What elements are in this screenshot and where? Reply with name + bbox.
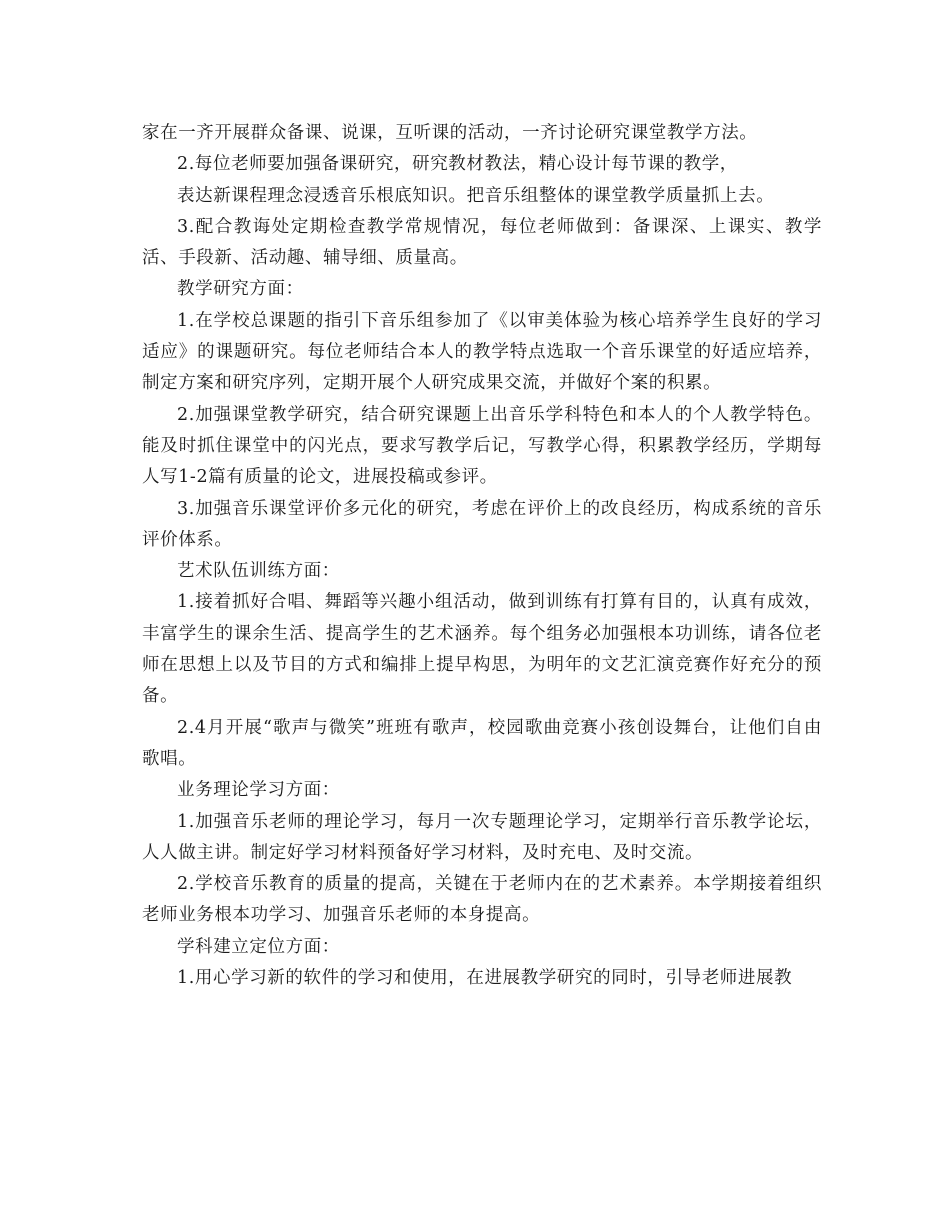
paragraph: 表达新课程理念浸透音乐根底知识。把音乐组整体的课堂教学质量抓上去。 xyxy=(177,185,775,206)
paragraph: 2.4月开展“歌声与微笑”班班有歌声，校园歌曲竞赛小孩创设舞台，让他们自由歌唱。 xyxy=(142,717,822,769)
section-heading: 教学研究方面： xyxy=(177,279,304,300)
paragraph: 1.加强音乐老师的理论学习，每月一次专题理论学习，定期举行音乐教学论坛，人人做主讲。制定好学习材料预备好学习材料，及时充电、及时交流。 xyxy=(142,811,822,863)
paragraph: 2.学校音乐教育的质量的提高，关键在于老师内在的艺术素养。本学期接着组织老师业务根本功学习、加强音乐老师的本身提高。 xyxy=(142,874,822,926)
paragraph: 3.配合教诲处定期检查教学常规情况，每位老师做到：备课深、上课实、教学活、手段新、活动趣、辅导细、质量高。 xyxy=(142,216,822,269)
paragraph: 2.每位老师要加强备课研究，研究教材教法，精心设计每节课的教学， xyxy=(177,154,738,175)
section-heading: 学科建立定位方面： xyxy=(177,936,340,957)
paragraph: 1.用心学习新的软件的学习和使用，在进展教学研究的同时，引导老师进展教 xyxy=(177,968,793,989)
paragraph: 2.加强课堂教学研究，结合研究课题上出音乐学科特色和本人的个人教学特色。能及时抓住课堂中的闪光点，要求写教学后记，写教学心得，积累教学经历，学期每人写1-2篇有质量的论文，进展投稿或参评。 xyxy=(142,404,822,488)
paragraph: 3.加强音乐课堂评价多元化的研究，考虑在评价上的改良经历，构成系统的音乐评价体系。 xyxy=(142,498,822,550)
paragraph: 1.在学校总课题的指引下音乐组参加了《以审美体验为核心培养学生良好的学习适应》的课题研究。每位老师结合本人的教学特点选取一个音乐课堂的好适应培养，制定方案和研究序列，定期开展个人研究成果交流，并做好个案的积累。 xyxy=(142,310,822,394)
document-body xyxy=(142,118,822,994)
paragraph: 1.接着抓好合唱、舞蹈等兴趣小组活动，做到训练有打算有目的，认真有成效，丰富学生的课余生活、提高学生的艺术涵养。每个组务必加强根本功训练，请各位老师在思想上以及节目的方式和编排上提早构思，为明年的文艺汇演竞赛作好充分的预备。 xyxy=(142,592,822,707)
paragraph: 家在一齐开展群众备课、说课，互听课的活动，一齐讨论研究课堂教学方法。 xyxy=(142,123,758,143)
section-heading: 业务理论学习方面： xyxy=(177,780,340,801)
section-heading: 艺术队伍训练方面： xyxy=(177,561,340,582)
